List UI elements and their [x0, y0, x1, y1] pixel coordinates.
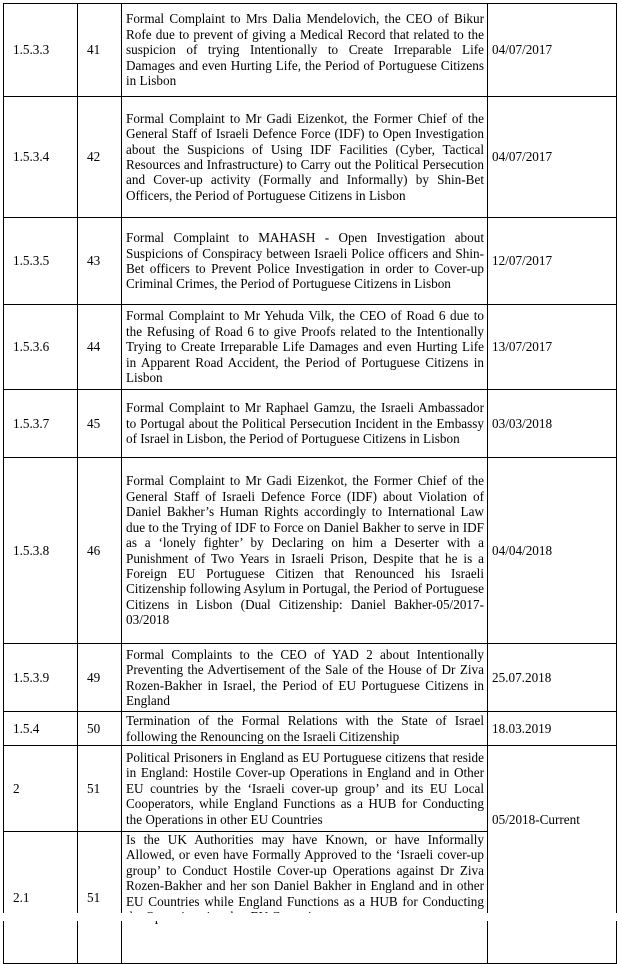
table-row: [4, 4, 617, 97]
table-row: [4, 390, 617, 458]
page-number: 41: [78, 4, 122, 97]
page-number: 51: [78, 746, 122, 832]
entry-date: 18.03.2019: [488, 712, 617, 746]
section-number: 1.5.3.8: [4, 458, 78, 644]
table-row: [4, 305, 617, 390]
table-row: [4, 746, 617, 832]
page-number: 50: [78, 712, 122, 746]
table-row: [4, 218, 617, 305]
table-row: [4, 644, 617, 712]
section-number: 2: [4, 746, 78, 832]
section-number: 1.5.3.6: [4, 305, 78, 390]
entry-date: 12/07/2017: [488, 218, 617, 305]
entry-date: 05/2018-Current: [488, 746, 617, 964]
section-number: 2.1: [4, 832, 78, 964]
entry-date: 13/07/2017: [488, 305, 617, 390]
table-row: [4, 97, 617, 218]
table-row: [4, 712, 617, 746]
entry-description: Formal Complaint to MAHASH - Open Investigation about Suspicions of Conspiracy between Israeli Police officers and Shin-Bet officers to Prevent Police Investigation in order to Cover-up Criminal Crimes, the Period of Portuguese Citizens in Lisbon: [122, 218, 488, 305]
section-number: 1.5.3.5: [4, 218, 78, 305]
page-number: 43: [78, 218, 122, 305]
entry-date: 25.07.2018: [488, 644, 617, 712]
page-number: 44: [78, 305, 122, 390]
section-number: 1.5.3.9: [4, 644, 78, 712]
entry-description: Formal Complaint to Mr Yehuda Vilk, the CEO of Road 6 due to the Refusing of Road 6 to give Proofs related to the Intentionally Trying to Create Irreparable Life Damages and even Hurting Life in Apparent Road Accident, the Period of Portuguese Citizens in Lisbon: [122, 305, 488, 390]
page-number: 45: [78, 390, 122, 458]
entry-description: Formal Complaint to Mr Raphael Gamzu, the Israeli Ambassador to Portugal about the Political Persecution Incident in the Embassy of Israel in Lisbon, the Period of Portuguese Citizens in Lisbon: [122, 390, 488, 458]
index-table: [3, 3, 617, 964]
page-number: 46: [78, 458, 122, 644]
section-number: 1.5.3.4: [4, 97, 78, 218]
entry-description: Formal Complaint to Mr Gadi Eizenkot, the Former Chief of the General Staff of Israeli Defence Force (IDF) about Violation of Daniel Bakher’s Human Rights accordingly to International Law due to the Trying of IDF to Force on Daniel Bakher to serve in IDF as a ‘lonely fighter’ by Declaring on him a Deserter with a Punishment of Two Years in Israeli Prison, Despite that he is a Foreign EU Portuguese Citizen that Renounced his Israeli Citizenship following Asylum in Portugal, the Period of Portuguese Citizens in Lisbon (Dual Citizenship: Daniel Bakher-05/2017-03/2018: [122, 458, 488, 644]
entry-date: 04/04/2018: [488, 458, 617, 644]
entry-description: Formal Complaints to the CEO of YAD 2 about Intentionally Preventing the Advertisement of the Sale of the House of Dr Ziva Rozen-Bakher in Israel, the Period of EU Portuguese Citizens in England: [122, 644, 488, 712]
entry-description: Formal Complaint to Mrs Dalia Mendelovich, the CEO of Bikur Rofe due to prevent of giving a Medical Record that related to the suspicion of trying Intentionally to Create Irreparable Life Damages and even Hurting Life, the Period of Portuguese Citizens in Lisbon: [122, 4, 488, 97]
entry-description: Termination of the Formal Relations with the State of Israel following the Renouncing on the Israeli Citizenship: [122, 712, 488, 746]
section-number: 1.5.3.3: [4, 4, 78, 97]
table-row: [4, 458, 617, 644]
page-number: 42: [78, 97, 122, 218]
entry-description: Political Prisoners in England as EU Portuguese citizens that reside in England: Hostile Cover-up Operations in England and in Other EU countries by the ‘Israeli cover-up group’ and its EU Local Cooperators, while England Functions as a HUB for Conducting the Operations in other EU Countries: [122, 746, 488, 832]
section-number: 1.5.4: [4, 712, 78, 746]
page-number: 49: [78, 644, 122, 712]
page-number: 51: [78, 832, 122, 964]
section-number: 1.5.3.7: [4, 390, 78, 458]
entry-date: 03/03/2018: [488, 390, 617, 458]
entry-description: Formal Complaint to Mr Gadi Eizenkot, the Former Chief of the General Staff of Israeli Defence Force (IDF) to Open Investigation about the Suspicions of Using IDF Facilities (Cyber, Tactical Resources and Infrastructure) to Carry out the Political Persecution and Cover-up activity (Formally and Informally) by Shin-Bet Officers, the Period of Portuguese Citizens in Lisbon: [122, 97, 488, 218]
entry-description: Is the UK Authorities may have Known, or have Informally Allowed, or even have Formally Approved to the ‘Israeli cover-up group’ to Conduct Hostile Cover-up Operations against Dr Ziva Rozen-Bakher and her son Daniel Bakher in England and in other EU Countries while England Functions as a HUB for Conducting: [122, 832, 488, 964]
entry-date: 04/07/2017: [488, 97, 617, 218]
entry-date: 04/07/2017: [488, 4, 617, 97]
page-bottom-edge: [0, 913, 618, 921]
